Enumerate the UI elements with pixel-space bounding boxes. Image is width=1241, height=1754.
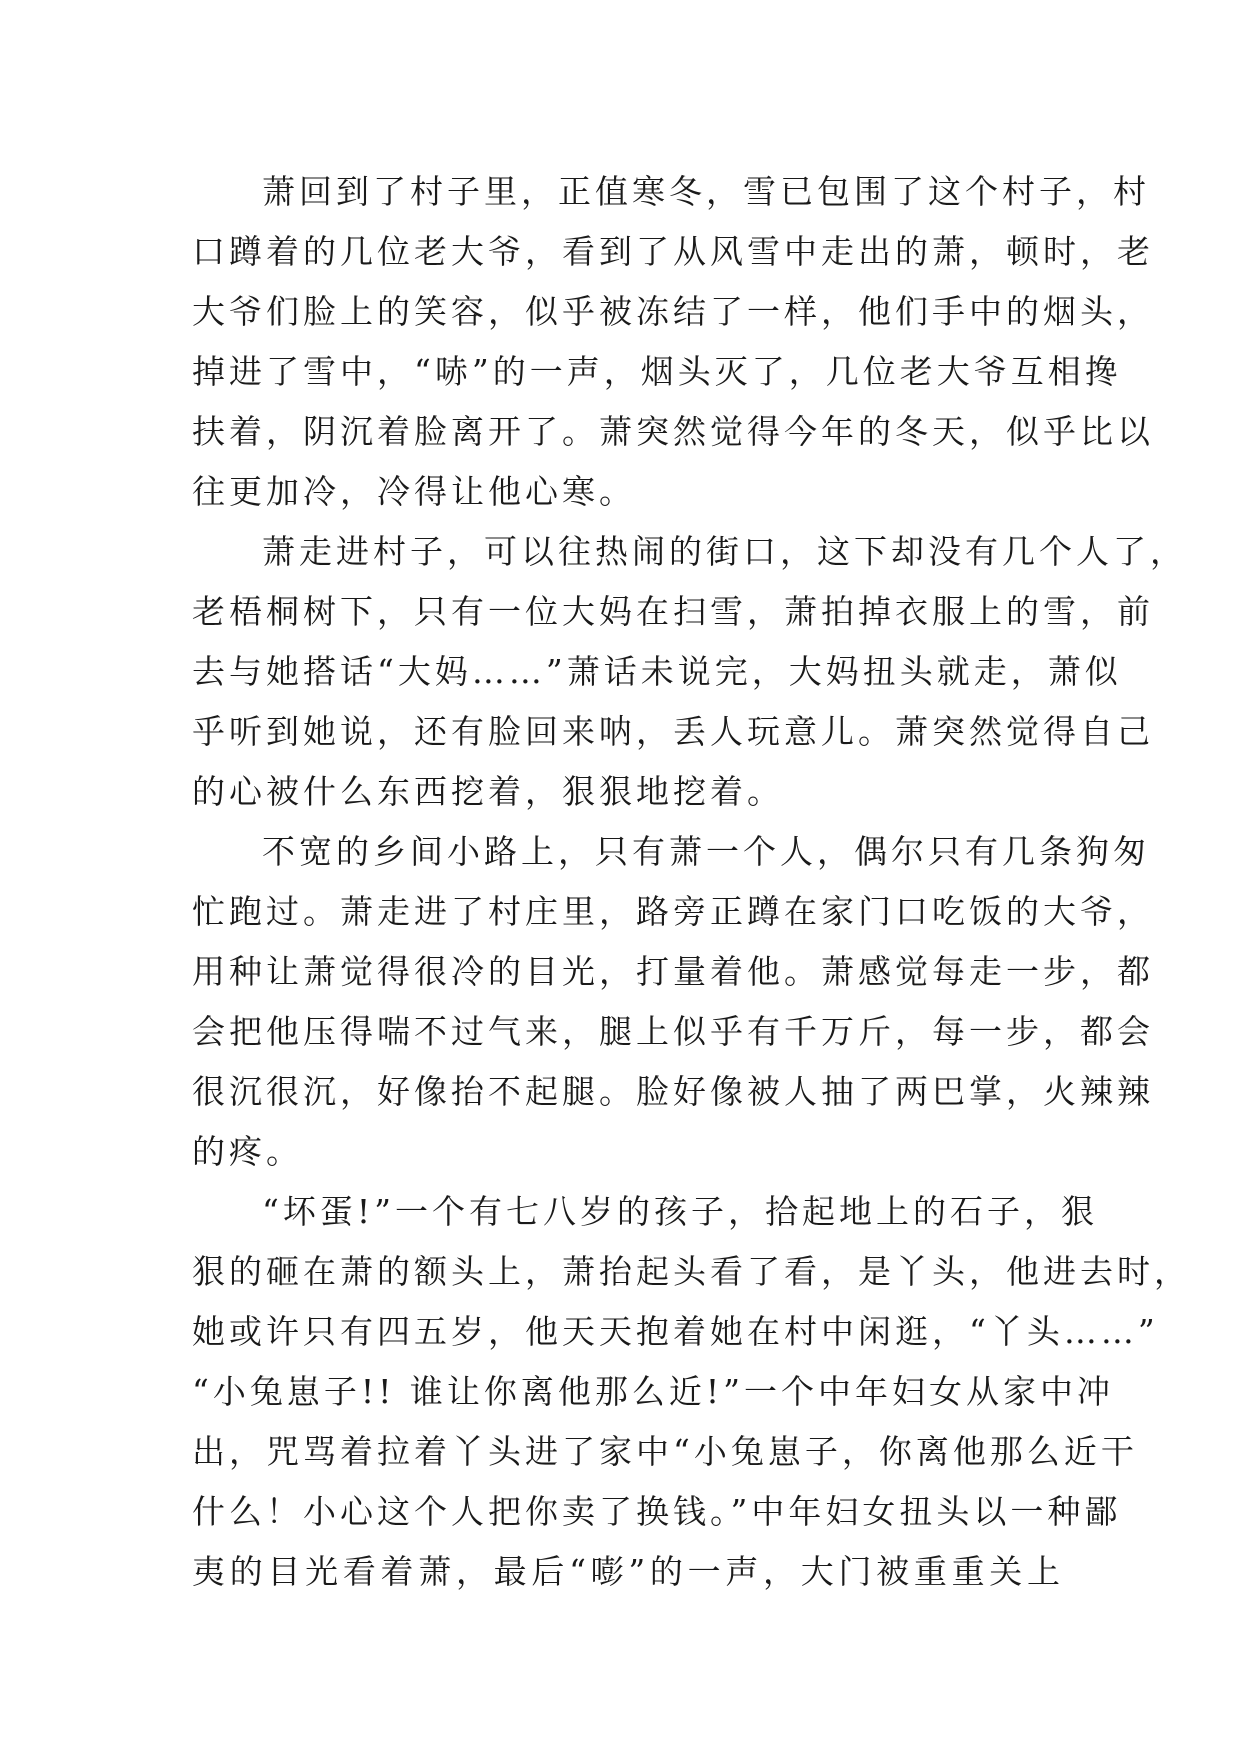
- text-line: 会把他压得喘不过气来，腿上似乎有千万斤，每一步，都会: [192, 1012, 1154, 1051]
- text-line: 萧走进村子，可以往热闹的街口，这下却没有几个人了，: [262, 532, 1187, 571]
- text-line: 她或许只有四五岁，他天天抱着她在村中闲逛，“丫头……”: [192, 1312, 1159, 1351]
- text-line: 去与她搭话“大妈……”萧话未说完，大妈扭头就走，萧似: [192, 652, 1122, 691]
- text-line: 老梧桐树下，只有一位大妈在扫雪，萧拍掉衣服上的雪，前: [192, 592, 1154, 631]
- text-line: 萧回到了村子里，正值寒冬，雪已包围了这个村子，村: [262, 172, 1150, 211]
- text-line: 的疼。: [192, 1132, 303, 1171]
- text-line: 什么！小心这个人把你卖了换钱。”中年妇女扭头以一种鄙: [192, 1492, 1122, 1531]
- text-line: “小兔崽子!! 谁让你离他那么近!”一个中年妇女从家中冲: [192, 1372, 1115, 1411]
- story-text: [192, 162, 1191, 1602]
- paragraph-1: [192, 162, 1154, 522]
- paragraph-2: [192, 522, 1187, 822]
- text-line: 出，咒骂着拉着丫头进了家中“小兔崽子，你离他那么近干: [192, 1432, 1138, 1471]
- text-line: 夷的目光看着萧，最后“嘭”的一声，大门被重重关上: [192, 1552, 1064, 1591]
- text-line: 的心被什么东西挖着，狠狠地挖着。: [192, 772, 784, 811]
- text-line: 往更加冷，冷得让他心寒。: [192, 472, 636, 511]
- text-line: 扶着，阴沉着脸离开了。萧突然觉得今年的冬天，似乎比以: [192, 412, 1154, 451]
- text-line: 乎听到她说，还有脸回来呐，丢人玩意儿。萧突然觉得自己: [192, 712, 1154, 751]
- text-line: 很沉很沉，好像抬不起腿。脸好像被人抽了两巴掌，火辣辣: [192, 1072, 1154, 1111]
- text-line: 狠的砸在萧的额头上，萧抬起头看了看，是丫头，他进去时，: [192, 1252, 1191, 1291]
- paragraph-4: [192, 1182, 1191, 1602]
- text-line: 用种让萧觉得很冷的目光，打量着他。萧感觉每走一步，都: [192, 952, 1154, 991]
- text-line: “坏蛋!”一个有七八岁的孩子，拾起地上的石子，狠: [262, 1192, 1099, 1231]
- text-line: 不宽的乡间小路上，只有萧一个人，偶尔只有几条狗匆: [262, 832, 1150, 871]
- text-line: 大爷们脸上的笑容，似乎被冻结了一样，他们手中的烟头，: [192, 292, 1154, 331]
- paragraph-3: [192, 822, 1154, 1182]
- text-line: 口蹲着的几位老大爷，看到了从风雪中走出的萧，顿时，老: [192, 232, 1154, 271]
- text-line: 掉进了雪中，“哧”的一声，烟头灭了，几位老大爷互相搀: [192, 352, 1122, 391]
- text-line: 忙跑过。萧走进了村庄里，路旁正蹲在家门口吃饭的大爷，: [192, 892, 1154, 931]
